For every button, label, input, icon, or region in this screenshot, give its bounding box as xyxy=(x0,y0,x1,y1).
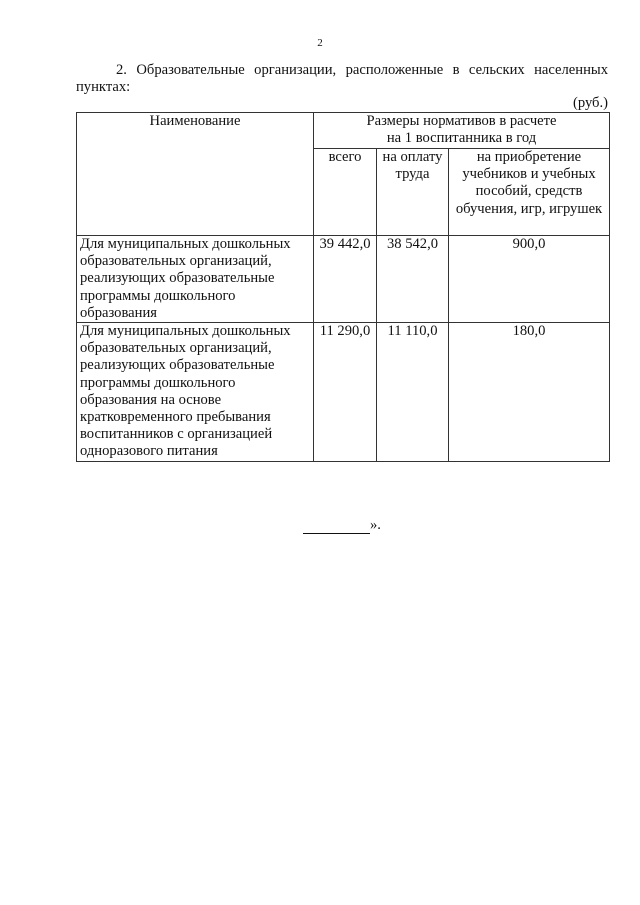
blank-line xyxy=(303,519,370,534)
header-total: всего xyxy=(314,149,377,236)
unit-label: (руб.) xyxy=(572,95,608,111)
row-materials: 180,0 xyxy=(449,323,610,462)
row-name: Для муниципальных дошкольных образовательных организаций, реализующих образовательные программы дошкольного образования xyxy=(77,236,314,323)
row-labor: 11 110,0 xyxy=(377,323,449,462)
table-row xyxy=(77,323,610,462)
norms-table xyxy=(76,112,610,462)
closing-mark: ». xyxy=(303,517,381,534)
header-labor: на оплату труда xyxy=(377,149,449,236)
row-name: Для муниципальных дошкольных образовательных организаций, реализующих образовательные программы дошкольного образования на основе кратковременного пребывания воспитанников с организацией одноразового питания xyxy=(77,323,314,462)
header-name: Наименование xyxy=(77,113,314,236)
section-paragraph: 2. Образовательные организации, расположенные в сельских населенных пунктах: xyxy=(76,62,608,95)
table-row xyxy=(77,236,610,323)
row-labor: 38 542,0 xyxy=(377,236,449,323)
header-materials: на приобретение учебников и учебных пособий, средств обучения, игр, игрушек xyxy=(449,149,610,236)
row-total: 39 442,0 xyxy=(314,236,377,323)
row-materials: 900,0 xyxy=(449,236,610,323)
row-total: 11 290,0 xyxy=(314,323,377,462)
header-group: Размеры нормативов в расчете на 1 воспитанника в год xyxy=(314,113,610,149)
page-number: 2 xyxy=(317,37,323,49)
